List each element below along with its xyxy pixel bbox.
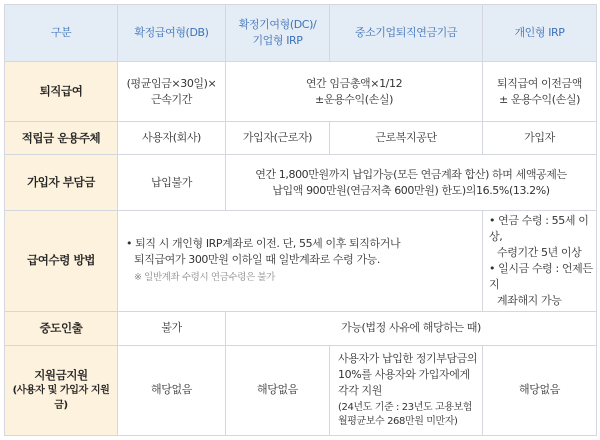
row-contribution [5, 155, 597, 211]
cell-receipt-main [118, 211, 483, 312]
header-irp: 개인형 IRP [483, 5, 597, 62]
cell-db-contribution: 납입불가 [118, 155, 226, 211]
cell-db-manager: 사용자(회사) [118, 122, 226, 155]
cell-irp-benefit-line1: 퇴직급여 이전금액 [497, 76, 582, 90]
cell-receipt-irp [483, 211, 597, 312]
header-row [5, 5, 597, 62]
cell-dc-manager: 가입자(근로자) [226, 122, 330, 155]
cell-irp-subsidy: 해당없음 [483, 345, 597, 435]
cell-fund-subsidy-note1: (24년도 기준 : 23년도 고용보험 [338, 401, 473, 413]
cell-db-withdrawal: 불가 [118, 311, 226, 345]
cell-irp-manager: 가입자 [483, 122, 597, 155]
row-label-withdrawal: 중도인출 [5, 311, 118, 345]
cell-fund-subsidy [330, 345, 483, 435]
cell-irp-benefit-line2: ± 운용수익(손실) [498, 92, 581, 106]
cell-db-benefit-line2: 근속기간 [151, 92, 192, 106]
cell-irp-benefit [483, 62, 597, 122]
header-dc-line2: 기업형 IRP [252, 34, 303, 47]
header-sme-fund: 중소기업퇴직연금기금 [330, 5, 483, 62]
row-label-subsidy-sub: (사용자 및 가입자 지원금) [12, 385, 110, 411]
header-category: 구분 [5, 5, 118, 62]
cell-fund-manager: 근로복지공단 [330, 122, 483, 155]
cell-db-benefit-line1: (평균임금×30일)× [126, 76, 217, 90]
cell-receipt-irp-line1: • 연금 수령 : 55세 이상, [489, 214, 589, 243]
row-withdrawal [5, 311, 597, 345]
header-dc-line1: 확정기여형(DC)/ [238, 18, 317, 32]
row-subsidy [5, 345, 597, 435]
cell-fund-subsidy-line2: 10%를 사용자와 가입자에게 [338, 367, 470, 381]
cell-receipt-irp-line4: 계좌해지 가능 [497, 293, 562, 307]
cell-fund-subsidy-line1: 사용자가 납입한 정기부담금의 [338, 351, 478, 365]
cell-contribution-line1: 연간 1,800만원까지 납입가능(모든 연금계좌 합산) 하며 세액공제는 [255, 167, 567, 181]
row-receipt-method [5, 211, 597, 312]
cell-others-withdrawal: 가능(법정 사유에 해당하는 때) [226, 311, 597, 345]
cell-fund-subsidy-line3: 각각 지원 [338, 383, 383, 397]
cell-dc-benefit-line2: ±운용수익(손실) [315, 92, 393, 106]
cell-dc-fund-benefit [226, 62, 483, 122]
cell-others-contribution [226, 155, 597, 211]
cell-receipt-main-note: ※ 일반계좌 수령시 연금수령은 불가 [134, 272, 275, 284]
cell-contribution-line2: 납입액 900만원(연금저축 600만원) 한도)의16.5%(13.2%) [272, 183, 550, 197]
cell-db-benefit [118, 62, 226, 122]
row-label-retirement-benefit: 퇴직급여 [5, 62, 118, 122]
pension-comparison-table [4, 4, 597, 436]
row-label-contribution: 가입자 부담금 [5, 155, 118, 211]
header-db: 확정급여형(DB) [118, 5, 226, 62]
cell-receipt-irp-line2: 수령기간 5년 이상 [497, 245, 582, 259]
cell-receipt-irp-line3: • 일시금 수령 : 언제든지 [489, 261, 593, 291]
row-label-manager: 적립금 운용주체 [5, 122, 118, 155]
cell-dc-benefit-line1: 연간 임금총액×1/12 [305, 76, 403, 90]
row-label-subsidy [5, 345, 118, 435]
header-dc [226, 5, 330, 62]
cell-dc-subsidy: 해당없음 [226, 345, 330, 435]
cell-receipt-main-line2: 퇴직급여가 300만원 이하일 때 일반계좌로 수령 가능. [134, 253, 380, 267]
row-manager [5, 122, 597, 155]
row-label-receipt-method: 급여수령 방법 [5, 211, 118, 312]
row-retirement-benefit [5, 62, 597, 122]
cell-receipt-main-line1: • 퇴직 시 개인형 IRP계좌로 이전. 단, 55세 이후 퇴직하거나 [126, 237, 401, 251]
cell-db-subsidy: 해당없음 [118, 345, 226, 435]
cell-fund-subsidy-note2: 월평균보수 268만원 미만자) [338, 416, 458, 428]
row-label-subsidy-title: 지원금지원 [34, 368, 88, 383]
